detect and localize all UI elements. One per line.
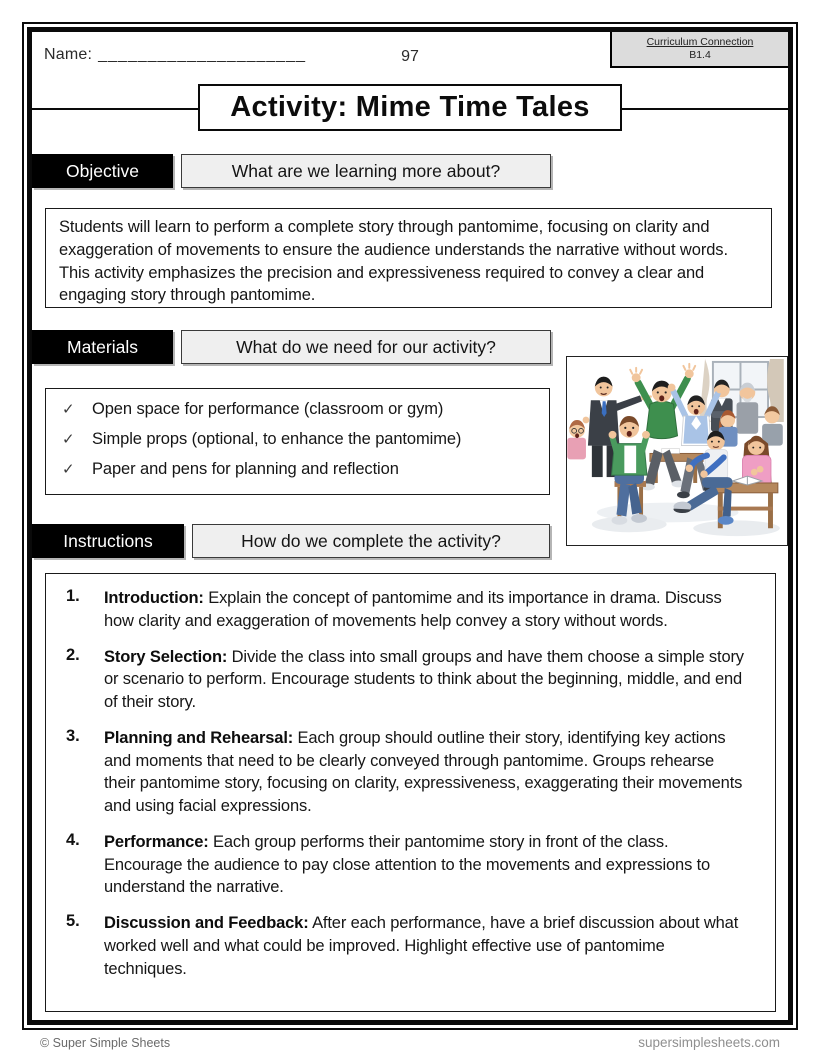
objective-body-text: Students will learn to perform a complete story through pantomime, focusing on clarity and exaggeration of movements to ensure the audience understands the narrative without words. This activity emphasizes the precision and expressiveness required to convey a clear and engaging story through pantomime. (59, 218, 728, 305)
material-item-text: Open space for performance (classroom or gym) (92, 400, 444, 418)
instruction-step (66, 587, 747, 633)
material-item-text: Simple props (optional, to enhance the pantomime) (92, 430, 462, 448)
list-item (62, 400, 539, 419)
step-title: Planning and Rehearsal: (104, 728, 294, 747)
title-box (198, 84, 622, 131)
instructions-label: Instructions (32, 524, 184, 558)
checkmark-icon: ✓ (62, 401, 75, 418)
classroom-illustration-svg (567, 357, 786, 544)
step-number: 4. (66, 830, 80, 849)
name-input-line[interactable]: _____________________ (98, 46, 306, 63)
step-text: After each performance, have a brief discussion about what worked well and what could be improved. Highlight effective use of pantomime techniques. (104, 914, 739, 978)
classroom-pantomime-illustration (566, 356, 788, 546)
materials-question: What do we need for our activity? (181, 330, 551, 364)
curriculum-connection-code: B1.4 (689, 49, 711, 61)
objective-label: Objective (32, 154, 173, 188)
curriculum-connection-box (610, 32, 788, 68)
step-title: Discussion and Feedback: (104, 914, 309, 933)
instruction-step (66, 912, 747, 980)
instructions-list-box (45, 573, 776, 1012)
instruction-step (66, 727, 747, 818)
worksheet-page (22, 22, 798, 1030)
materials-label: Materials (32, 330, 173, 364)
page-number: 97 (401, 48, 419, 65)
worksheet-page-border (27, 27, 793, 1025)
step-text: Divide the class into small groups and have them choose a simple story or scenario to perform. Encourage students to think about the beginning, middle, and end of their story. (104, 647, 744, 712)
instructions-question: How do we complete the activity? (192, 524, 550, 558)
instruction-step (66, 646, 747, 714)
step-number: 1. (66, 587, 80, 605)
page-title: Activity: Mime Time Tales (230, 91, 590, 123)
checkmark-icon: ✓ (62, 461, 75, 478)
website-link[interactable]: supersimplesheets.com (638, 1035, 780, 1050)
material-item-text: Paper and pens for planning and reflection (92, 460, 399, 478)
objective-question: What are we learning more about? (181, 154, 551, 188)
objective-text-box (45, 208, 772, 308)
list-item (62, 460, 539, 479)
instruction-step (66, 831, 747, 899)
copyright-text: © Super Simple Sheets (40, 1036, 171, 1050)
step-title: Story Selection: (104, 647, 228, 666)
name-label: Name: (44, 46, 93, 63)
instructions-section-header (32, 524, 550, 558)
materials-section-header (32, 330, 551, 364)
step-text: Each group performs their pantomime story in front of the class. Encourage the audience to pay close attention to the movements and expressions to understand the narrative. (104, 832, 711, 897)
curriculum-connection-title: Curriculum Connection (646, 36, 754, 48)
objective-section-header (32, 154, 551, 188)
step-number: 3. (66, 726, 80, 745)
step-title: Performance: (104, 832, 209, 851)
step-text: Each group should outline their story, identifying key actions and moments that need to be clearly conveyed through pantomime. Groups rehearse their pantomime story, focusing on clarity, expressiveness, exaggerating their movements and using facial expressions. (104, 728, 743, 816)
materials-list-box (45, 388, 550, 495)
step-text: Explain the concept of pantomime and its importance in drama. Discuss how clarity and exaggeration of movements help convey a story without words. (104, 589, 722, 630)
step-title: Introduction: (104, 589, 204, 607)
checkmark-icon: ✓ (62, 431, 75, 448)
step-number: 5. (66, 912, 80, 931)
step-number: 2. (66, 645, 80, 664)
list-item (62, 430, 539, 449)
